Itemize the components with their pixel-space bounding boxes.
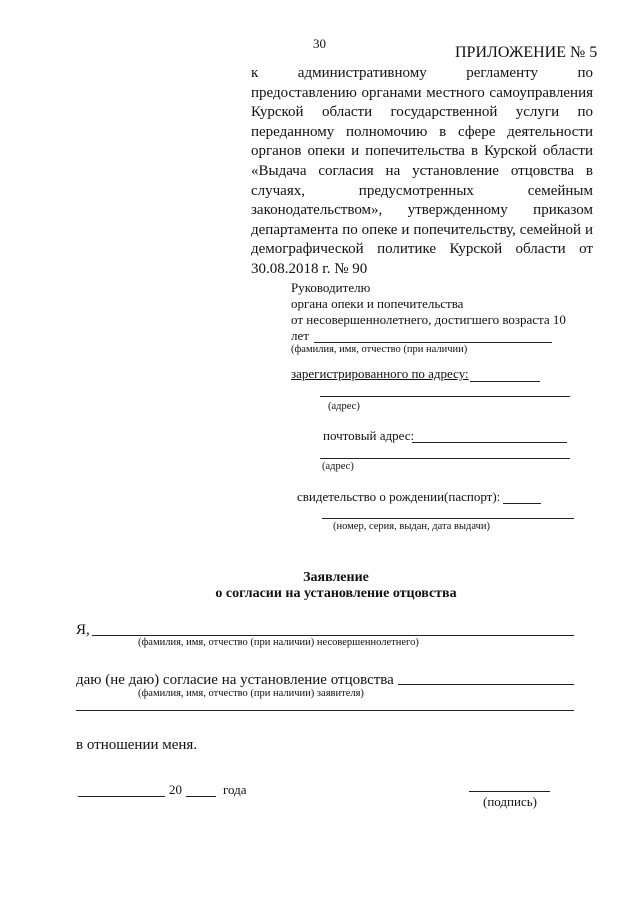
appendix-text: к административному регламенту по предоставлению органами местного самоуправления Курской области государственной услуги по переданному полномочию в сфере деятельности органов опеки и попечительства в Курской области «Выдача согласия на установление отцовства в случаях, предусмотренных семейным законодательством», утвержденному приказом департамента по опеке и попечительству, семейной и демографической политике Курской области от 30.08.2018 г. № 90 [251, 65, 593, 277]
applicant-fio-line[interactable] [76, 710, 574, 711]
address-hint-1: (адрес) [328, 401, 360, 412]
statement-title: Заявление [303, 570, 369, 585]
regarding-text: в отношении меня. [76, 737, 198, 753]
postal-address-label: почтовый адрес: [323, 428, 415, 443]
year-prefix: 20 [169, 782, 182, 797]
addressee-line-4: лет [291, 328, 309, 343]
birth-certificate-label: свидетельство о рождении(паспорт): [297, 489, 501, 504]
page-number: 30 [313, 36, 326, 51]
birth-certificate-line-2[interactable] [322, 518, 574, 519]
consent-label: даю (не даю) согласие на установление отцовства [76, 672, 394, 688]
applicant-fio-hint: (фамилия, имя, отчество (при наличии) заявителя) [138, 688, 364, 699]
minor-fio-line[interactable] [92, 635, 574, 636]
i-label: Я, [76, 622, 90, 638]
registered-address-line-1[interactable] [470, 381, 540, 382]
postal-address-line-2[interactable] [320, 458, 570, 459]
year-suffix: года [223, 782, 247, 797]
addressee-line-3: от несовершеннолетнего, достигшего возраста 10 [291, 312, 566, 327]
birth-certificate-line-1[interactable] [503, 503, 541, 504]
addressee-line-2: органа опеки и попечительства [291, 296, 464, 311]
signature-line[interactable] [469, 791, 550, 792]
registered-address-label: зарегистрированного по адресу: [291, 366, 469, 381]
consent-line[interactable] [398, 684, 574, 685]
date-day-month-line[interactable] [78, 796, 165, 797]
minor-fio-hint: (фамилия, имя, отчество (при наличии) несовершеннолетнего) [138, 637, 419, 648]
signature-hint: (подпись) [483, 794, 537, 809]
fio-hint: (фамилия, имя, отчество (при наличии) [291, 344, 468, 355]
postal-address-line-1[interactable] [412, 442, 567, 443]
certificate-hint: (номер, серия, выдан, дата выдачи) [333, 521, 490, 532]
fio-line[interactable] [314, 342, 552, 343]
address-hint-2: (адрес) [322, 461, 354, 472]
appendix-title: ПРИЛОЖЕНИЕ № 5 [455, 44, 598, 61]
addressee-line-1: Руководителю [291, 280, 371, 295]
year-line[interactable] [186, 796, 216, 797]
registered-address-line-2[interactable] [320, 396, 570, 397]
statement-subtitle: о согласии на установление отцовства [215, 586, 457, 601]
